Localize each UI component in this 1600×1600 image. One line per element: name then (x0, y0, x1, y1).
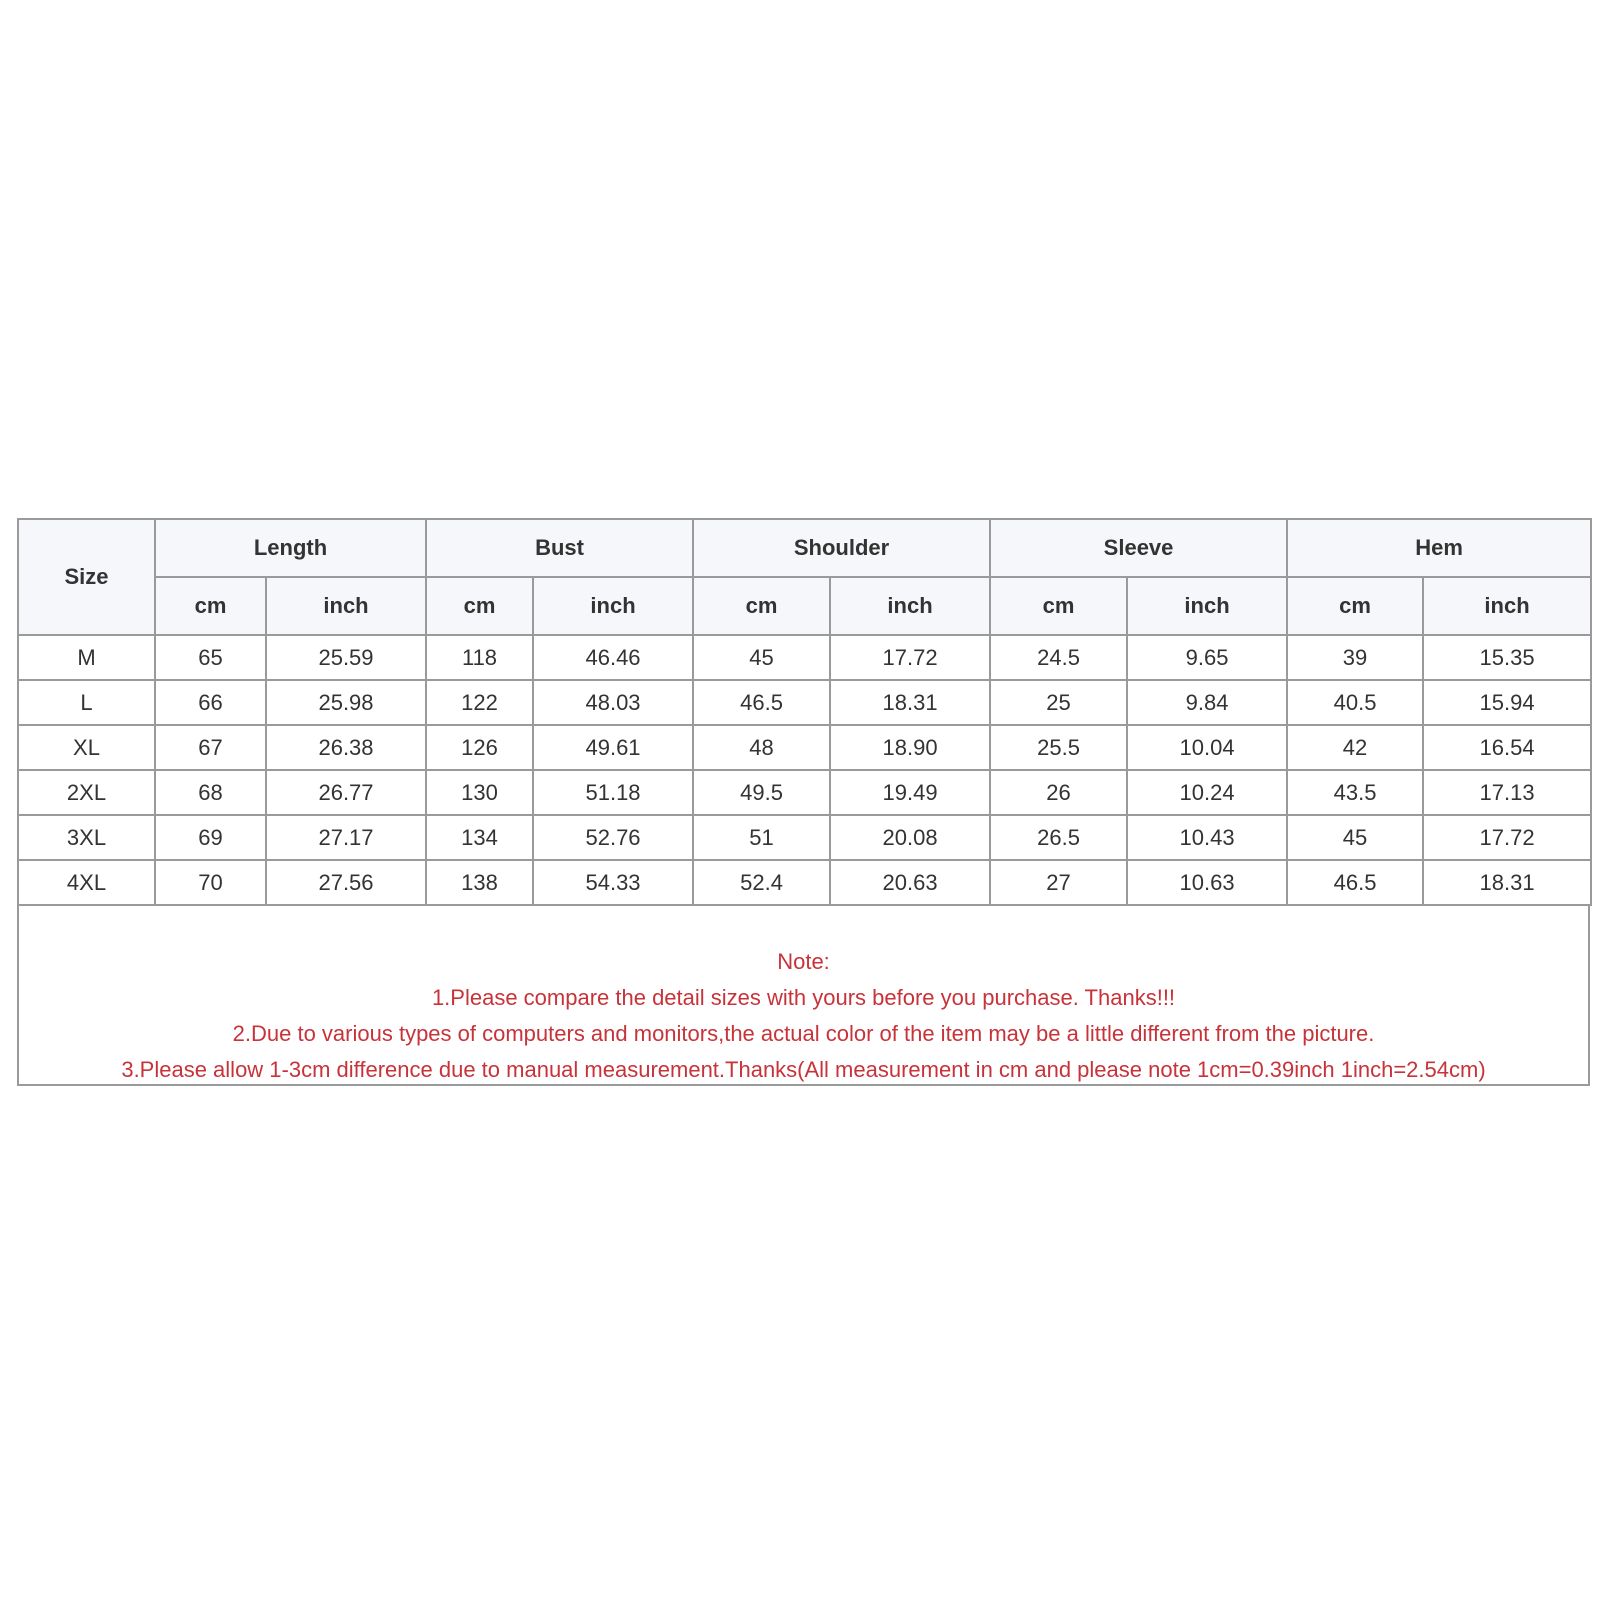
value-cell: 49.5 (693, 770, 830, 815)
value-cell: 20.08 (830, 815, 990, 860)
value-cell: 27.56 (266, 860, 426, 905)
value-cell: 51.18 (533, 770, 693, 815)
value-cell: 16.54 (1423, 725, 1591, 770)
value-cell: 10.24 (1127, 770, 1287, 815)
value-cell: 17.72 (830, 635, 990, 680)
value-cell: 46.5 (693, 680, 830, 725)
unit-header: inch (830, 577, 990, 635)
value-cell: 70 (155, 860, 266, 905)
value-cell: 46.5 (1287, 860, 1423, 905)
size-cell: L (18, 680, 155, 725)
table-body (18, 635, 1591, 905)
group-header-sleeve: Sleeve (990, 519, 1287, 577)
table-row (18, 860, 1591, 905)
value-cell: 10.04 (1127, 725, 1287, 770)
table-row (18, 815, 1591, 860)
value-cell: 126 (426, 725, 533, 770)
unit-header: inch (533, 577, 693, 635)
value-cell: 118 (426, 635, 533, 680)
value-cell: 17.13 (1423, 770, 1591, 815)
value-cell: 46.46 (533, 635, 693, 680)
value-cell: 27.17 (266, 815, 426, 860)
value-cell: 25 (990, 680, 1127, 725)
group-header-bust: Bust (426, 519, 693, 577)
unit-header: inch (1423, 577, 1591, 635)
table-row (18, 680, 1591, 725)
note-line-1: 1.Please compare the detail sizes with yours before you purchase. Thanks!!! (431, 985, 1176, 1010)
value-cell: 26.77 (266, 770, 426, 815)
value-cell: 42 (1287, 725, 1423, 770)
value-cell: 43.5 (1287, 770, 1423, 815)
size-cell: 3XL (18, 815, 155, 860)
size-cell: M (18, 635, 155, 680)
group-header-row (18, 519, 1591, 577)
group-header-hem: Hem (1287, 519, 1591, 577)
value-cell: 26 (990, 770, 1127, 815)
value-cell: 51 (693, 815, 830, 860)
table-row (18, 635, 1591, 680)
value-cell: 52.4 (693, 860, 830, 905)
value-cell: 20.63 (830, 860, 990, 905)
value-cell: 9.84 (1127, 680, 1287, 725)
value-cell: 25.59 (266, 635, 426, 680)
value-cell: 26.5 (990, 815, 1127, 860)
value-cell: 48 (693, 725, 830, 770)
value-cell: 49.61 (533, 725, 693, 770)
size-table (17, 518, 1592, 906)
unit-header-row (18, 577, 1591, 635)
value-cell: 45 (693, 635, 830, 680)
size-chart (17, 518, 1590, 1086)
note-title: Note: (777, 949, 830, 974)
value-cell: 134 (426, 815, 533, 860)
value-cell: 67 (155, 725, 266, 770)
value-cell: 9.65 (1127, 635, 1287, 680)
value-cell: 15.35 (1423, 635, 1591, 680)
value-cell: 24.5 (990, 635, 1127, 680)
value-cell: 52.76 (533, 815, 693, 860)
value-cell: 10.63 (1127, 860, 1287, 905)
table-row (18, 770, 1591, 815)
value-cell: 69 (155, 815, 266, 860)
note-line-3: 3.Please allow 1-3cm difference due to manual measurement.Thanks(All measurement in cm and please note 1cm=0.39inch 1inch=2.54cm) (121, 1057, 1486, 1082)
value-cell: 10.43 (1127, 815, 1287, 860)
value-cell: 65 (155, 635, 266, 680)
size-header: Size (18, 519, 155, 635)
unit-header: cm (1287, 577, 1423, 635)
value-cell: 17.72 (1423, 815, 1591, 860)
unit-header: cm (155, 577, 266, 635)
table-row (18, 725, 1591, 770)
value-cell: 48.03 (533, 680, 693, 725)
notes-box (17, 906, 1590, 1086)
value-cell: 130 (426, 770, 533, 815)
value-cell: 54.33 (533, 860, 693, 905)
size-cell: XL (18, 725, 155, 770)
value-cell: 18.31 (830, 680, 990, 725)
value-cell: 27 (990, 860, 1127, 905)
group-header-length: Length (155, 519, 426, 577)
value-cell: 25.98 (266, 680, 426, 725)
value-cell: 39 (1287, 635, 1423, 680)
value-cell: 138 (426, 860, 533, 905)
value-cell: 19.49 (830, 770, 990, 815)
value-cell: 25.5 (990, 725, 1127, 770)
value-cell: 40.5 (1287, 680, 1423, 725)
value-cell: 66 (155, 680, 266, 725)
unit-header: inch (266, 577, 426, 635)
unit-header: cm (426, 577, 533, 635)
value-cell: 26.38 (266, 725, 426, 770)
value-cell: 68 (155, 770, 266, 815)
note-line-2: 2.Due to various types of computers and monitors,the actual color of the item may be a little different from the picture. (232, 1021, 1375, 1046)
value-cell: 122 (426, 680, 533, 725)
size-cell: 2XL (18, 770, 155, 815)
size-cell: 4XL (18, 860, 155, 905)
unit-header: cm (990, 577, 1127, 635)
value-cell: 18.90 (830, 725, 990, 770)
value-cell: 18.31 (1423, 860, 1591, 905)
group-header-shoulder: Shoulder (693, 519, 990, 577)
value-cell: 15.94 (1423, 680, 1591, 725)
value-cell: 45 (1287, 815, 1423, 860)
unit-header: cm (693, 577, 830, 635)
unit-header: inch (1127, 577, 1287, 635)
